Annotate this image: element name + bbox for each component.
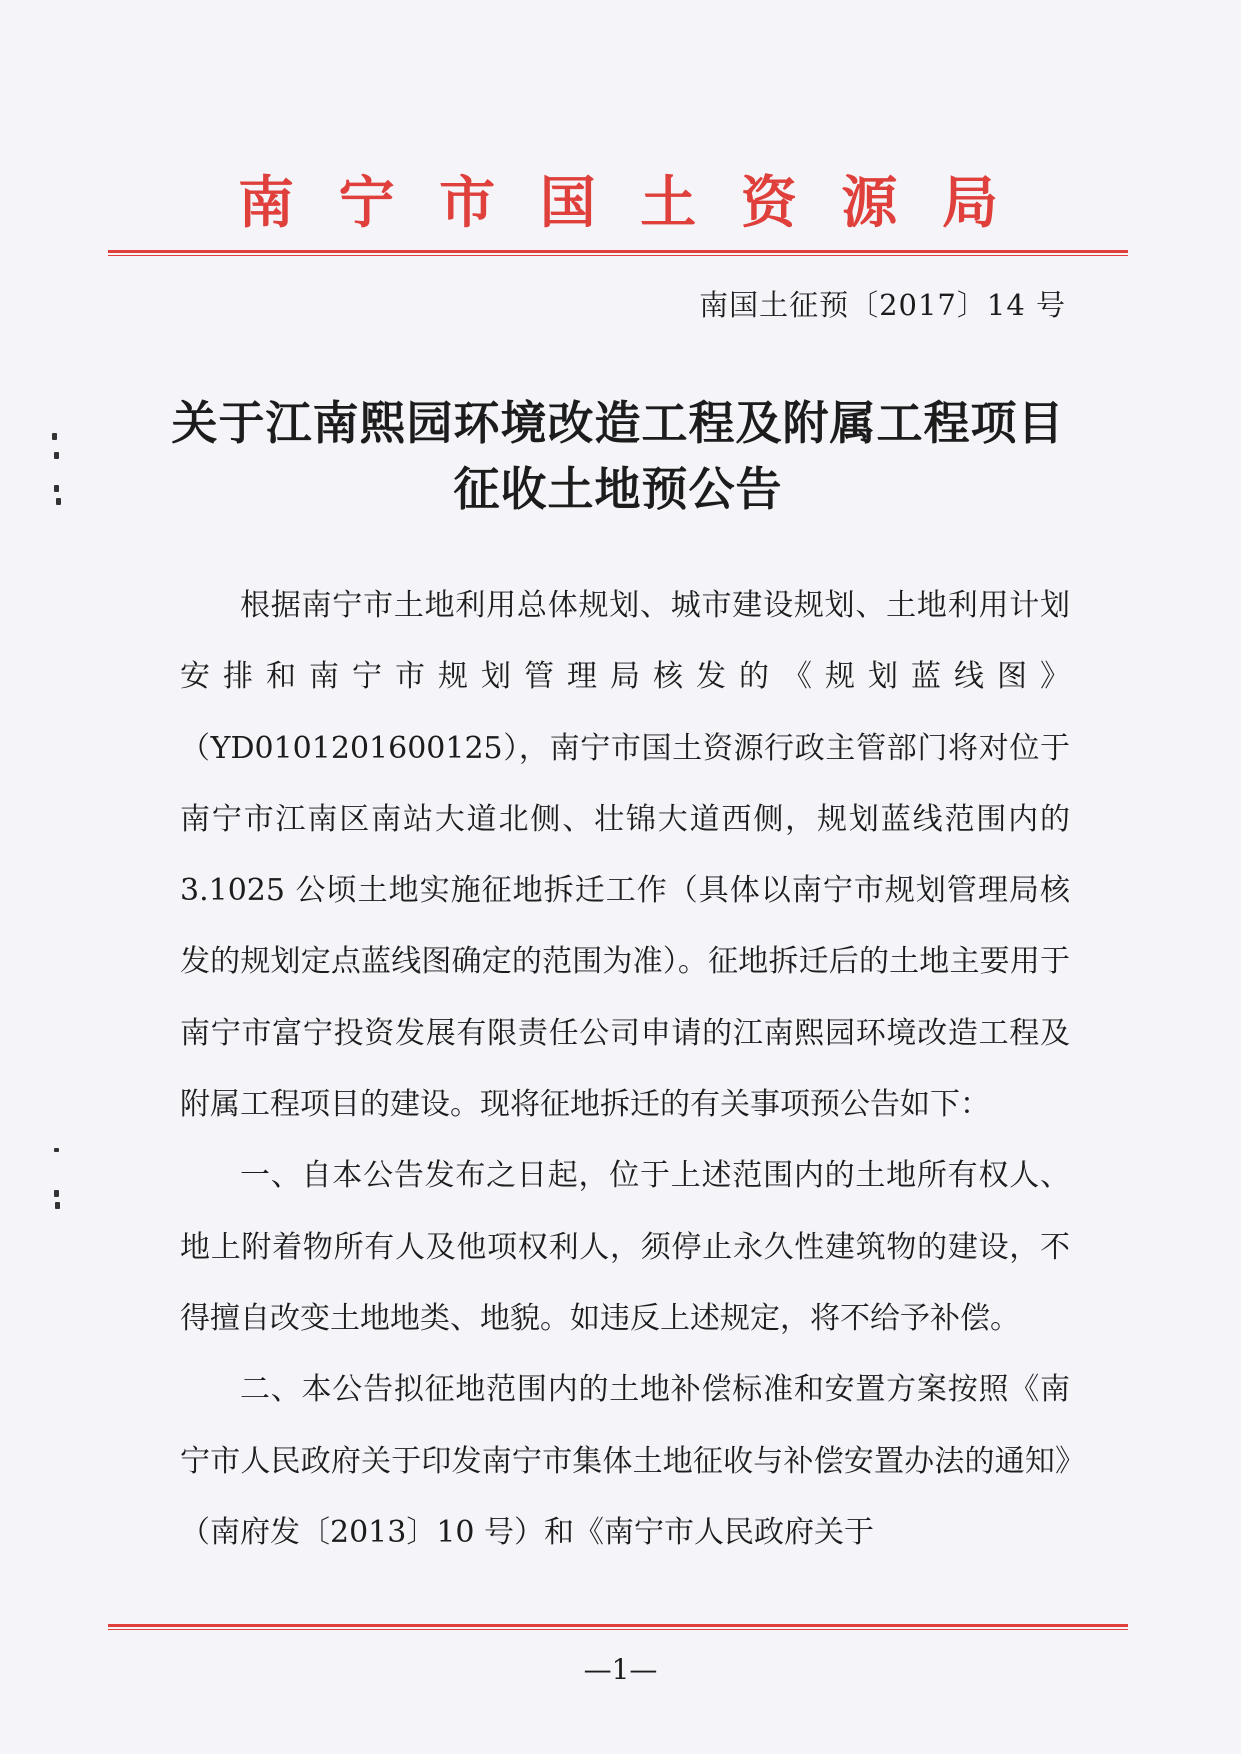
agency-char: 局 <box>941 170 998 236</box>
body-paragraph-item-2: 二、本公告拟征地范围内的土地补偿标准和安置方案按照《南宁市人民政府关于印发南宁市集体土地征收与补偿安置办法的通知》（南府发〔2013〕10 号）和《南宁市人民政府关于 <box>180 1372 1070 1550</box>
letterhead-divider <box>108 250 1128 256</box>
agency-char: 市 <box>439 170 496 236</box>
agency-char: 土 <box>640 170 697 236</box>
footer-divider <box>108 1624 1128 1630</box>
notice-body <box>180 570 1070 1568</box>
scan-mark <box>52 433 57 440</box>
agency-char: 宁 <box>338 170 395 236</box>
scan-mark <box>54 452 59 459</box>
scan-mark <box>54 1190 59 1197</box>
agency-char: 资 <box>740 170 797 236</box>
body-paragraph-intro: 根据南宁市土地利用总体规划、城市建设规划、土地利用计划安排和南宁市规划管理局核发的《规划蓝线图》（YD0101201600125），南宁市国土资源行政主管部门将对位于南宁市江南区南站大道北侧、壮锦大道西侧，规划蓝线范围内的 3.1025 公顷土地实施征地拆迁工作（具体以南宁市规划管理局核发的规划定点蓝线图确定的范围为准）。征地拆迁后的土地主要用于南宁市富宁投资发展有限责任公司申请的江南熙园环境改造工程及附属工程项目的建设。现将征地拆迁的有关事项预公告如下： <box>180 588 1070 1123</box>
scan-mark <box>54 1148 59 1152</box>
agency-letterhead <box>238 168 998 238</box>
agency-char: 南 <box>238 170 294 236</box>
scan-mark <box>54 485 59 492</box>
notice-title-line-1: 关于江南熙园环境改造工程及附属工程项目 <box>171 396 1065 450</box>
scan-mark <box>55 1202 60 1209</box>
agency-char: 国 <box>539 170 596 236</box>
notice-title-line-2: 征收土地预公告 <box>453 462 783 516</box>
agency-char: 源 <box>841 170 898 236</box>
page-number: —1— <box>583 1653 658 1686</box>
body-paragraph-item-1: 一、自本公告发布之日起，位于上述范围内的土地所有权人、地上附着物所有人及他项权利人，须停止永久性建筑物的建设，不得擅自改变土地地类、地貌。如违反上述规定，将不给予补偿。 <box>180 1158 1070 1336</box>
scan-mark <box>56 498 61 505</box>
document-number: 南国土征预〔2017〕14 号 <box>699 288 1066 322</box>
